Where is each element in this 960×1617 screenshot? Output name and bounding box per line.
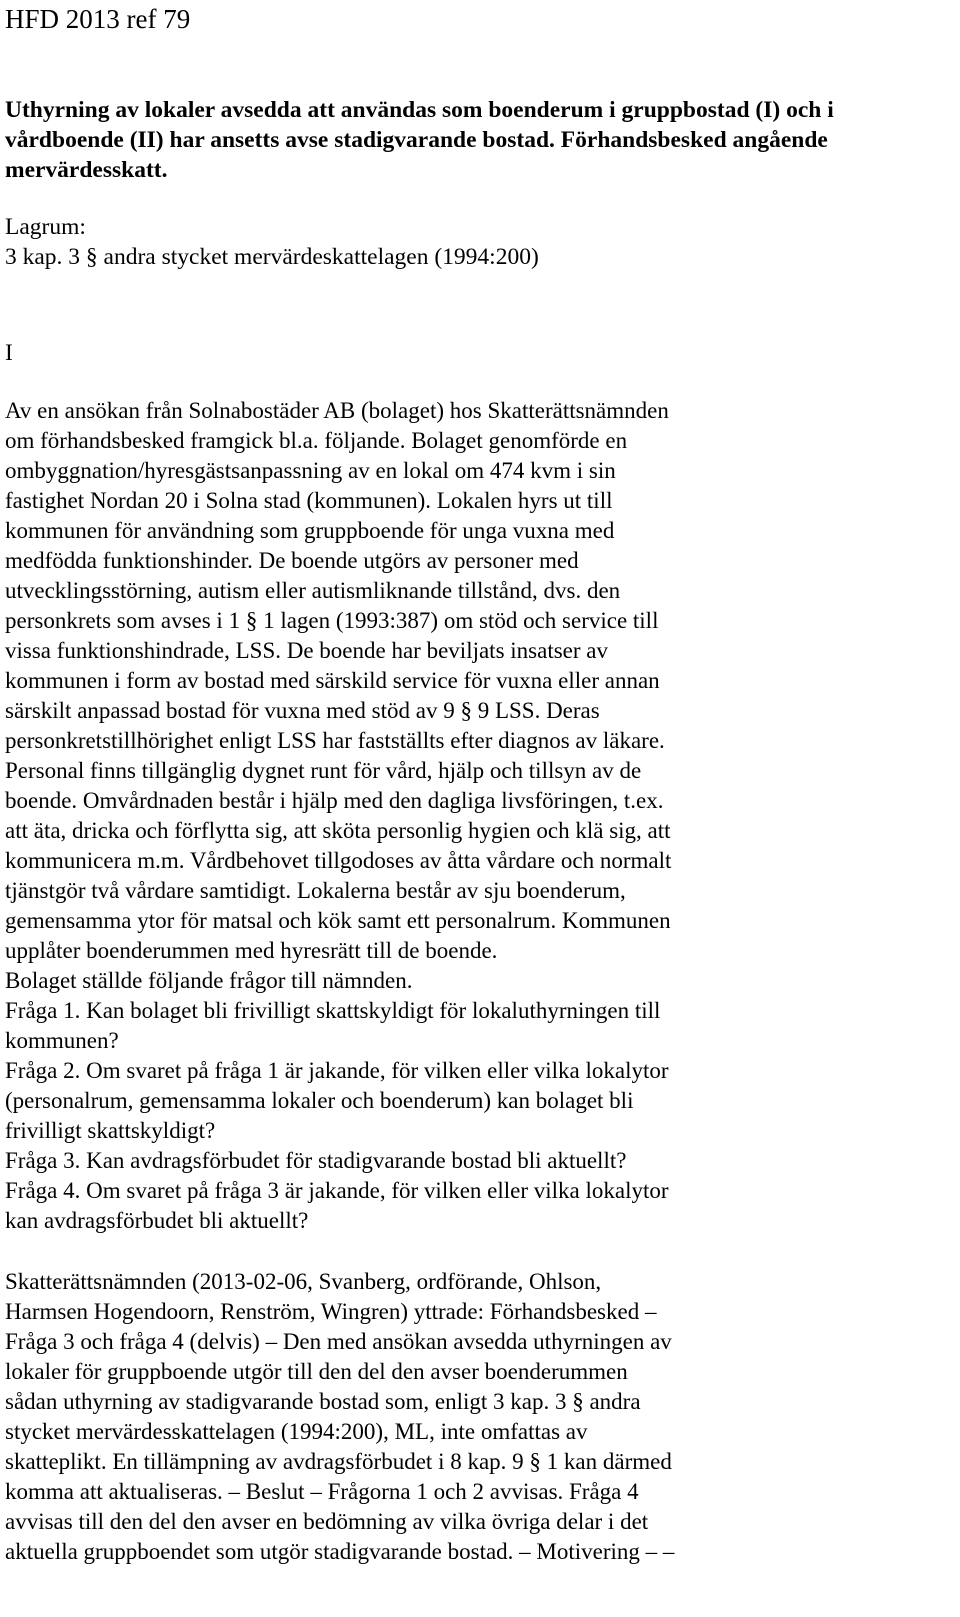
lagrum-label: Lagrum: [5, 214, 86, 240]
decision-line: aktuella gruppboendet som utgör stadigvarande bostad. – Motivering – – [5, 1539, 675, 1564]
body-line: personkrets som avses i 1 § 1 lagen (1993:387) om stöd och service till [5, 608, 659, 633]
body-line: om förhandsbesked framgick bl.a. följande. Bolaget genomförde en [5, 428, 628, 453]
question-line: kommunen? [5, 1028, 119, 1053]
question-line: Fråga 1. Kan bolaget bli frivilligt skattskyldigt för lokaluthyrningen till [5, 998, 661, 1023]
question-line: frivilligt skattskyldigt? [5, 1118, 216, 1143]
body-line: kommunen i form av bostad med särskild service för vuxna eller annan [5, 668, 660, 693]
decision-line: komma att aktualiseras. – Beslut – Frågorna 1 och 2 avvisas. Fråga 4 [5, 1479, 639, 1504]
summary-line-1: Uthyrning av lokaler avsedda att användas som boenderum i gruppbostad (I) och i [5, 97, 834, 123]
question-line: Fråga 4. Om svaret på fråga 3 är jakande, för vilken eller vilka lokalytor [5, 1178, 669, 1203]
body-line: boende. Omvårdnaden består i hjälp med den dagliga livsföringen, t.ex. [5, 788, 664, 813]
decision-line: Harmsen Hogendoorn, Renström, Wingren) yttrade: Förhandsbesked – [5, 1299, 657, 1324]
decision-line: sådan uthyrning av stadigvarande bostad som, enligt 3 kap. 3 § andra [5, 1389, 641, 1414]
question-line: (personalrum, gemensamma lokaler och boenderum) kan bolaget bli [5, 1088, 634, 1113]
decision-line: avvisas till den del den avser en bedömning av vilka övriga delar i det [5, 1509, 649, 1534]
body-line: att äta, dricka och förflytta sig, att sköta personlig hygien och klä sig, att [5, 818, 671, 843]
body-line: personkretstillhörighet enligt LSS har fastställts efter diagnos av läkare. [5, 728, 665, 753]
body-line: medfödda funktionshinder. De boende utgörs av personer med [5, 548, 579, 573]
body-line: ombyggnation/hyresgästsanpassning av en lokal om 474 kvm i sin [5, 458, 616, 483]
body-line: Av en ansökan från Solnabostäder AB (bolaget) hos Skatterättsnämnden [5, 398, 669, 423]
question-line: Fråga 3. Kan avdragsförbudet för stadigvarande bostad bli aktuellt? [5, 1148, 627, 1173]
body-line: upplåter boenderummen med hyresrätt till de boende. [5, 938, 498, 963]
body-line: Bolaget ställde följande frågor till nämnden. [5, 968, 413, 993]
body-line: kommunicera m.m. Vårdbehovet tillgodoses av åtta vårdare och normalt [5, 848, 672, 873]
body-line: gemensamma ytor för matsal och kök samt ett personalrum. Kommunen [5, 908, 671, 933]
body-line: vissa funktionshindrade, LSS. De boende har beviljats insatser av [5, 638, 608, 663]
body-line: särskilt anpassad bostad för vuxna med stöd av 9 § 9 LSS. Deras [5, 698, 600, 723]
body-line: Personal finns tillgänglig dygnet runt för vård, hjälp och tillsyn av de [5, 758, 642, 783]
question-line: kan avdragsförbudet bli aktuellt? [5, 1208, 309, 1233]
body-line: tjänstgör två vårdare samtidigt. Lokalerna består av sju boenderum, [5, 878, 626, 903]
summary-line-2: vårdboende (II) har ansetts avse stadigvarande bostad. Förhandsbesked angående [5, 127, 828, 153]
decision-line: stycket mervärdesskattelagen (1994:200), ML, inte omfattas av [5, 1419, 588, 1444]
decision-line: Skatterättsnämnden (2013-02-06, Svanberg, ordförande, Ohlson, [5, 1269, 602, 1294]
summary-line-3: mervärdesskatt. [5, 157, 168, 183]
document-title: HFD 2013 ref 79 [5, 4, 191, 34]
body-line: fastighet Nordan 20 i Solna stad (kommunen). Lokalen hyrs ut till [5, 488, 613, 513]
section-marker: I [5, 340, 13, 366]
lagrum-text: 3 kap. 3 § andra stycket mervärdeskattelagen (1994:200) [5, 244, 539, 270]
body-line: utvecklingsstörning, autism eller autismliknande tillstånd, dvs. den [5, 578, 621, 603]
question-line: Fråga 2. Om svaret på fråga 1 är jakande, för vilken eller vilka lokalytor [5, 1058, 669, 1083]
decision-line: skatteplikt. En tillämpning av avdragsförbudet i 8 kap. 9 § 1 kan därmed [5, 1449, 672, 1474]
decision-line: lokaler för gruppboende utgör till den del den avser boenderummen [5, 1359, 628, 1384]
decision-line: Fråga 3 och fråga 4 (delvis) – Den med ansökan avsedda uthyrningen av [5, 1329, 672, 1354]
body-line: kommunen för användning som gruppboende för unga vuxna med [5, 518, 615, 543]
